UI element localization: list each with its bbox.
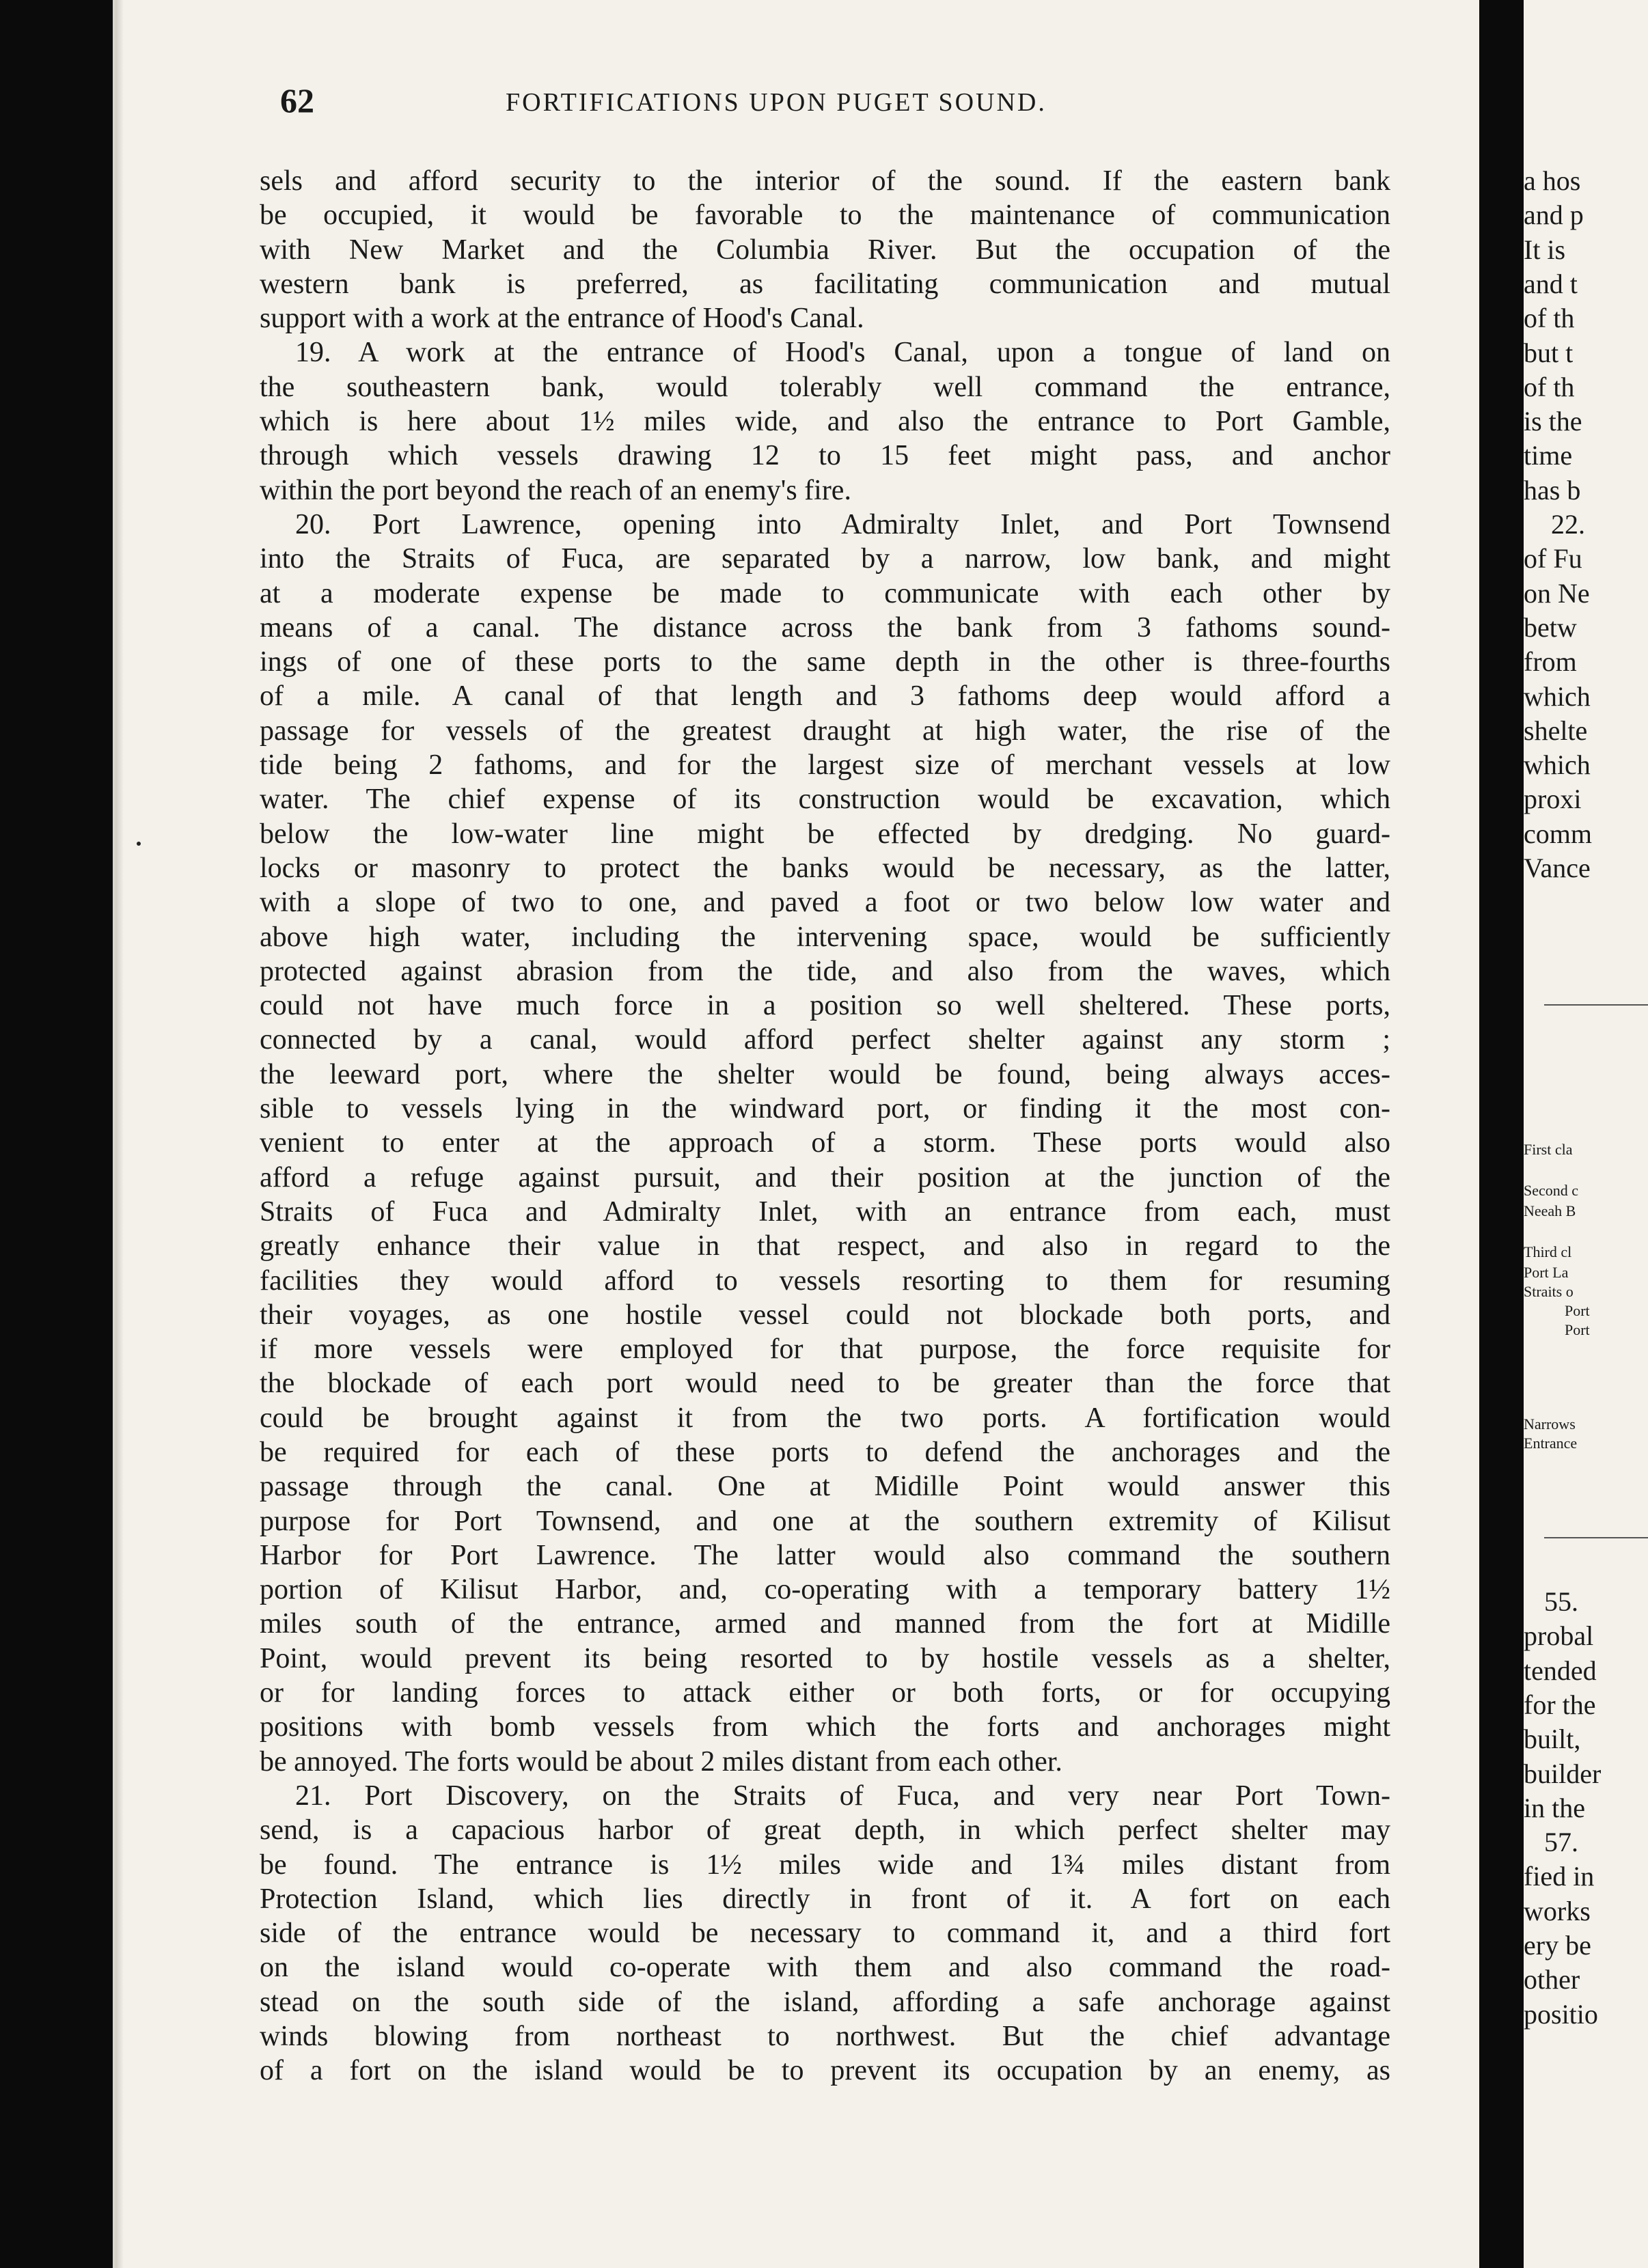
text-line: into the Straits of Fuca, are separated by a narrow, low bank, and might [260,543,1390,575]
table-stub-label: Entrance [1524,1435,1578,1452]
text-line: or for landing forces to attack either or both forts, or for occupying [260,1677,1390,1709]
right-page-line: 55. [1544,1586,1578,1617]
right-page-line: but t [1524,337,1574,368]
text-line: of a fort on the island would be to prevent its occupation by an enemy, as [260,2055,1390,2087]
text-line: connected by a canal, would afford perfect shelter against any storm ; [260,1024,1390,1056]
text-line: the leeward port, where the shelter would be found, being always acces- [260,1058,1390,1090]
text-line: their voyages, as one hostile vessel could not blockade both ports, and [260,1299,1390,1331]
table-stub-label: Second c [1524,1182,1579,1199]
text-line: with New Market and the Columbia River. But the occupation of the [260,234,1390,266]
text-line: passage through the canal. One at Midille Point would answer this [260,1471,1390,1503]
text-line: be occupied, it would be favorable to the maintenance of communication [260,199,1390,232]
text-line: could not have much force in a position so well sheltered. These ports, [260,990,1390,1022]
table-rule [1544,1004,1648,1006]
text-line: miles south of the entrance, armed and manned from the fort at Midille [260,1608,1390,1640]
text-line: purpose for Port Townsend, and one at the southern extremity of Kilisut [260,1505,1390,1537]
body-text [260,164,1390,2088]
right-page-line: tended [1524,1655,1597,1686]
text-line: Harbor for Port Lawrence. The latter would also command the southern [260,1539,1390,1571]
text-line: side of the entrance would be necessary to command it, and a third fort [260,1918,1390,1950]
scan-margin-left [0,0,113,2268]
scan-speck [137,842,141,846]
text-line: with a slope of two to one, and paved a foot or two below low water and [260,887,1390,919]
text-line: winds blowing from northeast to northwest. But the chief advantage [260,2021,1390,2053]
right-page-line: probal [1524,1620,1594,1652]
right-page-line: positio [1524,1998,1598,2030]
right-page-line: and p [1524,199,1584,231]
table-stub-label: Port [1565,1302,1590,1319]
right-page-line: is the [1524,406,1582,437]
text-line: means of a canal. The distance across the bank from 3 fathoms sound- [260,611,1390,644]
text-line: ings of one of these ports to the same depth in the other is three-fourths [260,646,1390,678]
right-page-line: built, [1524,1724,1581,1755]
right-page-line: time [1524,440,1573,471]
page-header [280,81,1407,135]
right-page-line: works [1524,1895,1591,1926]
text-line: portion of Kilisut Harbor, and, co-operating with a temporary battery 1½ [260,1574,1390,1606]
right-page-fragment [1524,0,1648,2268]
right-page-line: of th [1524,371,1575,402]
text-line: below the low-water line might be effected by dredging. No guard- [260,818,1390,850]
right-page-line: which [1524,680,1591,712]
right-page-line: in the [1524,1792,1585,1823]
text-line: within the port beyond the reach of an enemy's fire. [260,474,851,506]
text-line: tide being 2 fathoms, and for the largest size of merchant vessels at low [260,749,1390,782]
text-line: which is here about 1½ miles wide, and also the entrance to Port Gamble, [260,406,1390,438]
right-page-line: and t [1524,268,1578,299]
text-line: be annoyed. The forts would be about 2 miles distant from each other. [260,1745,1062,1778]
text-line: western bank is preferred, as facilitating communication and mutual [260,268,1390,300]
right-page-line: for the [1524,1689,1596,1720]
right-page-line: has b [1524,474,1581,506]
text-line: greatly enhance their value in that respect, and also in regard to the [260,1230,1390,1262]
text-line: on the island would co-operate with them and also command the road- [260,1952,1390,1984]
table-stub-label: Neeah B [1524,1202,1576,1219]
right-page-line: 22. [1551,509,1585,540]
text-line: sible to vessels lying in the windward port, or finding it the most con- [260,1093,1390,1125]
text-line: of a mile. A canal of that length and 3 fathoms deep would afford a [260,680,1390,713]
right-page-line: of Fu [1524,543,1582,575]
right-page-line: Vance [1524,853,1591,883]
right-page-line: other [1524,1964,1580,1995]
text-line: afford a refuge against pursuit, and their position at the junction of the [260,1161,1390,1193]
text-line: support with a work at the entrance of Hood's Canal. [260,303,864,335]
text-line: above high water, including the intervening space, would be sufficiently [260,921,1390,953]
text-line: positions with bomb vessels from which the forts and anchorages might [260,1711,1390,1743]
right-page-line: from [1524,646,1577,678]
text-line: Protection Island, which lies directly in front of it. A fort on each [260,1883,1390,1915]
table-stub-label: Narrows [1524,1415,1576,1433]
text-line: through which vessels drawing 12 to 15 feet might pass, and anchor [260,440,1390,472]
right-page-line: ery be [1524,1930,1591,1961]
text-line: sels and afford security to the interior of the sound. If the eastern bank [260,165,1390,197]
text-line: protected against abrasion from the tide, and also from the waves, which [260,955,1390,987]
right-page-line: a hos [1524,165,1581,196]
page-number: 62 [280,81,314,120]
text-line: at a moderate expense be made to communicate with each other by [260,577,1390,609]
table-stub-label: Port La [1524,1264,1569,1281]
text-line: could be brought against it from the two ports. A fortification would [260,1402,1390,1434]
text-line: 20. Port Lawrence, opening into Admiralty Inlet, and Port Townsend [295,508,1390,540]
text-line: 21. Port Discovery, on the Straits of Fuca, and very near Port Town- [295,1780,1390,1812]
right-page-line: proxi [1524,784,1582,815]
text-line: venient to enter at the approach of a storm. These ports would also [260,1127,1390,1159]
text-line: passage for vessels of the greatest draught at high water, the rise of the [260,715,1390,747]
table-stub-label: First cla [1524,1141,1573,1158]
text-line: locks or masonry to protect the banks would be necessary, as the latter, [260,852,1390,884]
right-page-line: 57. [1544,1827,1578,1858]
right-page-line: fied in [1524,1861,1595,1892]
text-line: if more vessels were employed for that purpose, the force requisite for [260,1333,1390,1366]
right-page-line: It is [1524,234,1566,265]
text-line: the blockade of each port would need to be greater than the force that [260,1368,1390,1400]
right-page-line: shelte [1524,715,1588,746]
table-stub-label: Third cl [1524,1243,1572,1260]
text-line: Point, would prevent its being resorted to by hostile vessels as a shelter, [260,1642,1390,1674]
right-page-line: comm [1524,818,1592,849]
text-line: 19. A work at the entrance of Hood's Canal, upon a tongue of land on [295,337,1390,369]
text-line: be required for each of these ports to defend the anchorages and the [260,1436,1390,1468]
table-stub-label: Port [1565,1321,1590,1338]
book-gutter [1479,0,1524,2268]
text-line: facilities they would afford to vessels resorting to them for resuming [260,1264,1390,1297]
right-page-line: of th [1524,303,1575,334]
text-line: be found. The entrance is 1½ miles wide and 1¾ miles distant from [260,1849,1390,1881]
table-stub-label: Straits o [1524,1283,1574,1300]
right-page-line: betw [1524,611,1577,643]
right-page-line: builder [1524,1758,1602,1789]
text-line: the southeastern bank, would tolerably well command the entrance, [260,371,1390,403]
right-page-line: which [1524,749,1591,781]
running-title: FORTIFICATIONS UPON PUGET SOUND. [506,88,1047,117]
text-line: Straits of Fuca and Admiralty Inlet, with an entrance from each, must [260,1195,1390,1228]
right-page-line: on Ne [1524,577,1590,609]
text-line: send, is a capacious harbor of great depth, in which perfect shelter may [260,1814,1390,1847]
text-line: water. The chief expense of its construction would be excavation, which [260,784,1390,816]
text-line: stead on the south side of the island, affording a safe anchorage against [260,1986,1390,2018]
table-rule [1544,1537,1648,1538]
